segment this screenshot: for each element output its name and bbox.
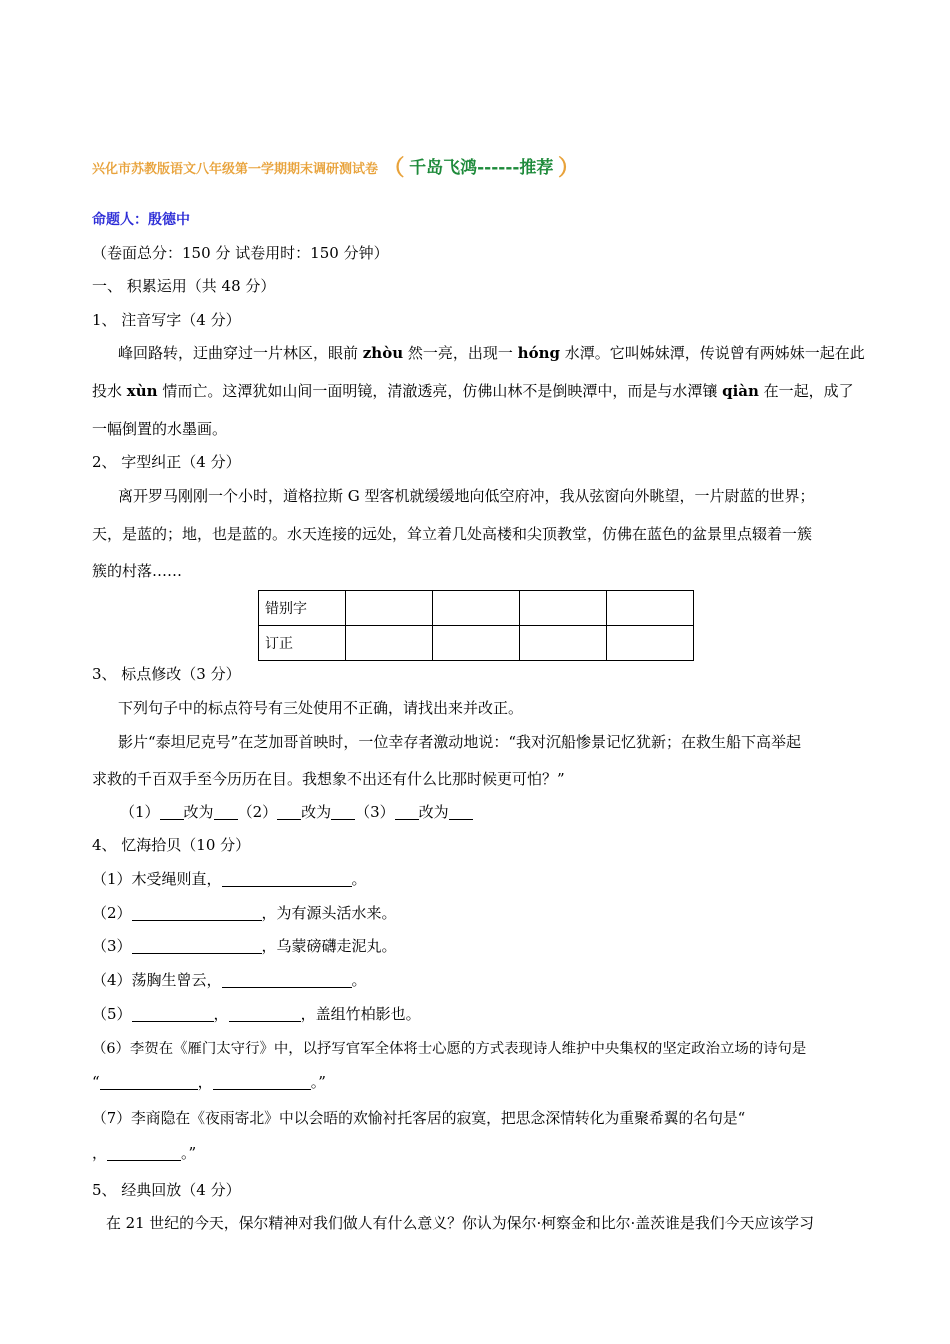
q4-item-5-text: ，盖组竹柏影也。 xyxy=(300,1005,421,1023)
q3-line-3: 求救的千百双手至今历历在目。我想象不出还有什么比那时候更可怕？” xyxy=(92,770,565,788)
q4-item-3-label: （3） xyxy=(92,937,132,955)
answer-blank[interactable] xyxy=(132,938,262,954)
q1-line-1 xyxy=(118,343,865,363)
q4-item-7-sep: ， xyxy=(92,1144,108,1162)
wrong-char-cell[interactable] xyxy=(346,591,433,626)
q4-item-2-label: （2） xyxy=(92,904,132,922)
pinyin-qian: qiàn xyxy=(722,382,759,400)
q4-item-4 xyxy=(92,970,367,990)
q3-label-1: （1） xyxy=(120,803,160,821)
correction-cell[interactable] xyxy=(607,626,694,661)
q4-item-7-line-1: （7）李商隐在《夜雨寄北》中以会晤的欢愉衬托客居的寂寞，把思念深情转化为重聚希翼的名句是“ xyxy=(92,1110,746,1127)
correction-table xyxy=(258,590,694,661)
answer-blank[interactable] xyxy=(229,1006,301,1022)
answer-blank[interactable] xyxy=(213,1074,311,1090)
quote-close: 。” xyxy=(181,1144,197,1162)
answer-blank[interactable] xyxy=(449,804,473,820)
recommend-text: 千岛飞鸿------推荐 xyxy=(409,158,554,178)
section-1-title: 一、 积累运用（共 48 分） xyxy=(92,277,276,295)
wrong-char-header: 错别字 xyxy=(259,591,346,626)
wrong-char-cell[interactable] xyxy=(607,591,694,626)
quote-open: “ xyxy=(92,1073,100,1091)
correction-header: 订正 xyxy=(259,626,346,661)
q4-title: 4、 忆海拾贝（10 分） xyxy=(92,836,251,854)
q3-label-2: （2） xyxy=(237,803,278,821)
q4-item-6-sep: ， xyxy=(197,1073,213,1091)
correction-cell[interactable] xyxy=(346,626,433,661)
q4-item-4-end: 。 xyxy=(351,971,367,989)
q1-line-2 xyxy=(92,381,854,401)
q3-title: 3、 标点修改（3 分） xyxy=(92,665,241,683)
q1-text-b: 然一亮，出现一 xyxy=(403,344,518,362)
q2-line-3: 簇的村落…… xyxy=(92,562,183,580)
q3-line-1: 下列句子中的标点符号有三处使用不正确，请找出来并改正。 xyxy=(118,699,524,717)
q4-item-5 xyxy=(92,1004,421,1024)
exam-title xyxy=(92,158,580,180)
q4-item-6-line-2 xyxy=(92,1072,326,1092)
wrong-char-cell[interactable] xyxy=(433,591,520,626)
q3-label-3: （3） xyxy=(355,803,395,821)
q4-item-1-end: 。 xyxy=(351,870,367,888)
pinyin-zhou: zhòu xyxy=(362,344,404,362)
answer-blank[interactable] xyxy=(277,804,301,820)
answer-blank[interactable] xyxy=(222,871,352,887)
answer-blank[interactable] xyxy=(222,972,352,988)
q1-text-f: 在一起，成了 xyxy=(758,382,854,400)
q4-item-1 xyxy=(92,869,367,889)
quote-close: 。” xyxy=(310,1073,326,1091)
q2-line-2: 天，是蓝的；地，也是蓝的。水天连接的远处，耸立着几处高楼和尖顶教堂，仿佛在蓝色的盆景里点辍着一簇 xyxy=(92,525,813,543)
q4-item-2-text: ，为有源头活水来。 xyxy=(261,904,397,922)
q1-line-3: 一幅倒置的水墨画。 xyxy=(92,420,228,438)
q5-line-1: 在 21 世纪的今天，保尔精神对我们做人有什么意义？你认为保尔·柯察金和比尔·盖茨谁是我们今天应该学习 xyxy=(106,1214,814,1232)
q4-item-6-line-1: （6）李贺在《雁门太守行》中，以抒写官军全体将士心愿的方式表现诗人维护中央集权的坚定政治立场的诗句是 xyxy=(92,1041,807,1057)
answer-blank[interactable] xyxy=(395,804,419,820)
q4-item-1-text: （1）木受绳则直， xyxy=(92,870,222,888)
q3-answer-line xyxy=(120,802,473,822)
q1-text-c: 水潭。它叫姊妹潭，传说曾有两姊妹一起在此 xyxy=(559,344,865,362)
paren-close: ） xyxy=(557,156,580,181)
q3-change-3: 改为 xyxy=(418,803,449,821)
title-text: 兴化市苏教版语文八年级第一学期期末调研测试卷 xyxy=(92,162,379,177)
q4-item-7-line-2 xyxy=(92,1143,196,1163)
q5-title: 5、 经典回放（4 分） xyxy=(92,1181,241,1199)
q3-change-2: 改为 xyxy=(301,803,332,821)
q4-item-3 xyxy=(92,936,397,956)
exam-info: （卷面总分：150 分 试卷用时：150 分钟） xyxy=(92,244,389,262)
q3-line-2: 影片“泰坦尼克号”在芝加哥首映时，一位幸存者激动地说：“我对沉船惨景记忆犹新；在救生船下高举起 xyxy=(118,733,802,751)
pinyin-hong: hóng xyxy=(517,344,560,362)
q2-title: 2、 字型纠正（4 分） xyxy=(92,453,241,471)
q1-title: 1、 注音写字（4 分） xyxy=(92,311,241,329)
table-row xyxy=(259,591,694,626)
answer-blank[interactable] xyxy=(132,905,262,921)
q4-item-2 xyxy=(92,903,397,923)
author-line: 命题人：殷德中 xyxy=(92,212,190,228)
q3-change-1: 改为 xyxy=(183,803,214,821)
correction-cell[interactable] xyxy=(520,626,607,661)
answer-blank[interactable] xyxy=(160,804,184,820)
q1-text-a: 峰回路转，迂曲穿过一片林区，眼前 xyxy=(118,344,363,362)
q1-text-e: 情而亡。这潭犹如山间一面明镜，清澈透亮，仿佛山林不是倒映潭中，而是与水潭镶 xyxy=(157,382,723,400)
paren-open: （ xyxy=(382,156,405,181)
pinyin-xun: xùn xyxy=(126,382,158,400)
answer-blank[interactable] xyxy=(214,804,238,820)
correction-cell[interactable] xyxy=(433,626,520,661)
q4-item-4-text: （4）荡胸生曾云， xyxy=(92,971,222,989)
q2-line-1: 离开罗马刚刚一个小时，道格拉斯 G 型客机就缓缓地向低空府冲，我从弦窗向外眺望，一片尉蓝的世界； xyxy=(118,487,815,505)
q1-text-d: 投水 xyxy=(92,382,127,400)
answer-blank[interactable] xyxy=(132,1006,214,1022)
answer-blank[interactable] xyxy=(331,804,355,820)
q4-item-3-text: ，乌蒙磅礴走泥丸。 xyxy=(261,937,397,955)
answer-blank[interactable] xyxy=(100,1074,198,1090)
answer-blank[interactable] xyxy=(107,1145,181,1161)
q4-item-5-label: （5） xyxy=(92,1005,132,1023)
table-row xyxy=(259,626,694,661)
q4-item-5-sep: ， xyxy=(213,1005,229,1023)
wrong-char-cell[interactable] xyxy=(520,591,607,626)
